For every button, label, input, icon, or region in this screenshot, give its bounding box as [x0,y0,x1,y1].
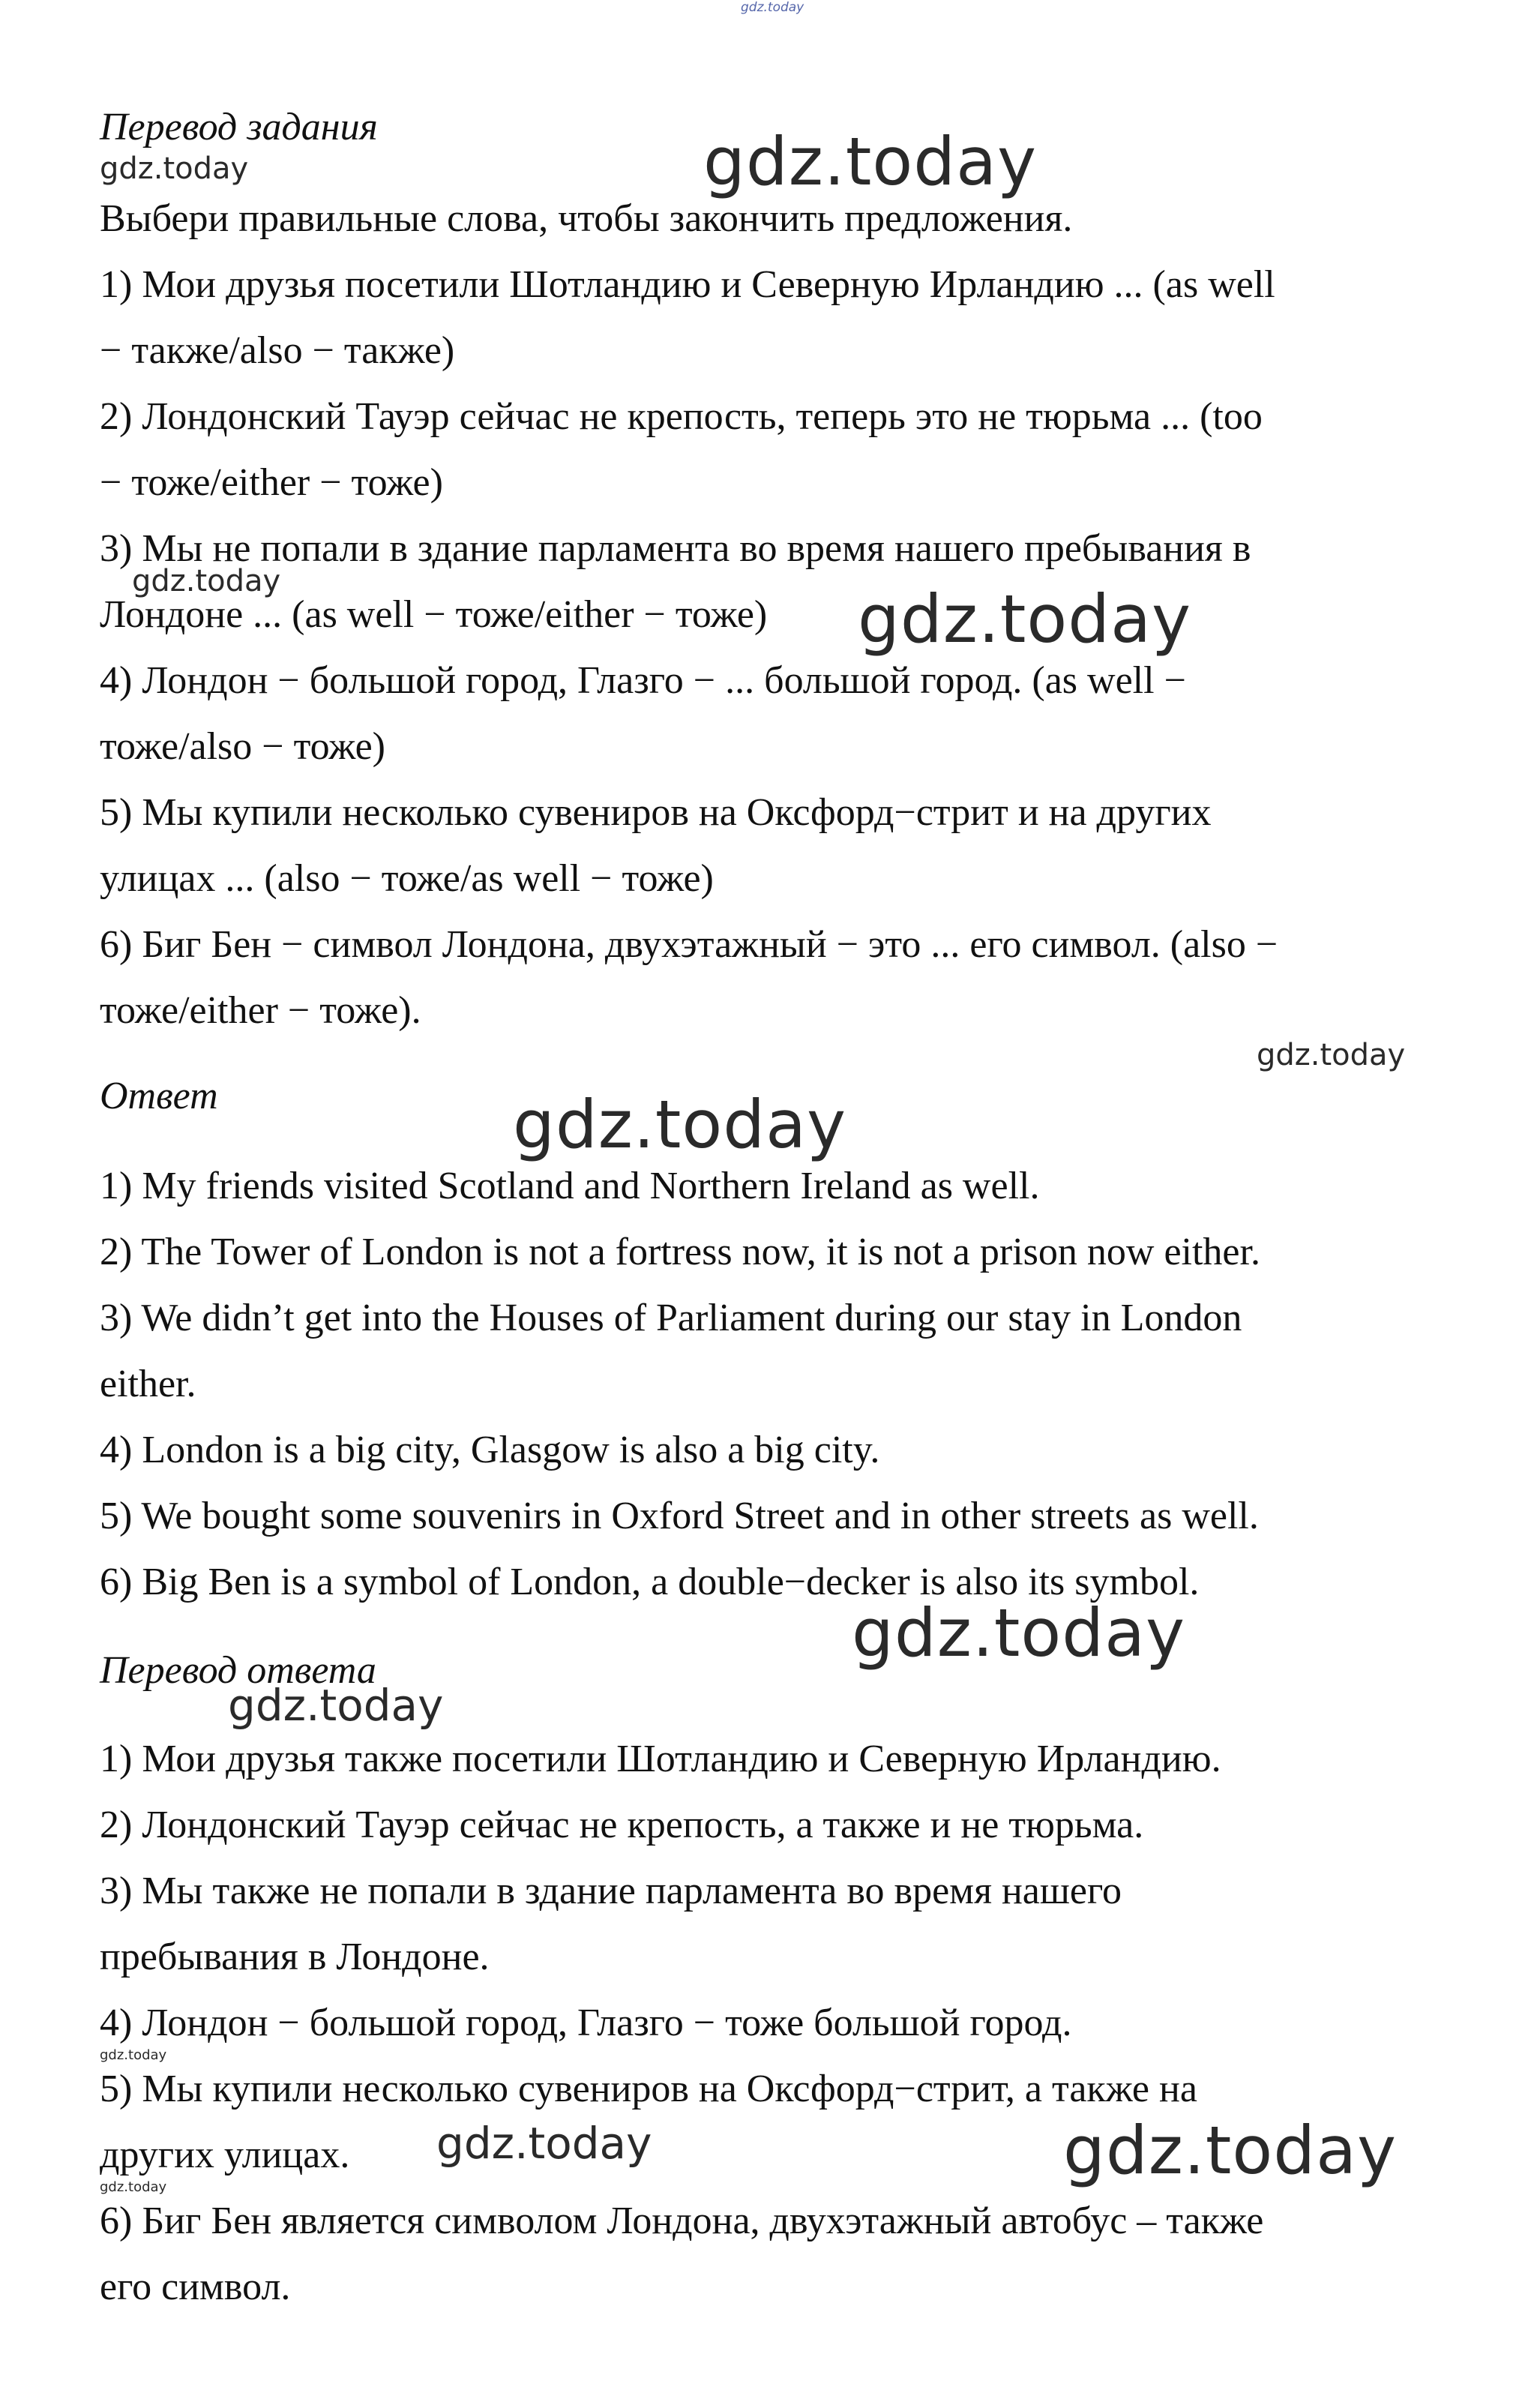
watermark: gdz.today [132,564,281,598]
translation-line: его символ. [100,2266,291,2308]
task-heading: Перевод задания [100,106,378,148]
answer-heading: Ответ [100,1075,218,1117]
task-instruction: Выбери правильные слова, чтобы закончить предложения. [100,197,1073,240]
translation-heading: Перевод ответа [100,1649,376,1692]
answer-line: 3) We didn’t get into the Houses of Parliament during our stay in London [100,1297,1242,1339]
task-body [100,186,1449,1044]
translation-line: 2) Лондонский Тауэр сейчас не крепость, а также и не тюрьма. [100,1804,1144,1846]
task-line: − тоже/either − тоже) [100,461,443,504]
watermark: gdz.today [858,580,1192,658]
task-line: тоже/either − тоже). [100,989,421,1032]
top-watermark: gdz.today [741,0,804,15]
translation-line: 5) Мы купили несколько сувениров на Оксфорд−стрит, а также на [100,2068,1197,2110]
watermark: gdz.today [1063,2112,1398,2189]
answer-line: 5) We bought some souvenirs in Oxford Street and in other streets as well. [100,1495,1259,1537]
task-line: 5) Мы купили несколько сувениров на Оксфорд−стрит и на других [100,791,1212,834]
watermark: gdz.today [100,2047,167,2063]
task-line: 3) Мы не попали в здание парламента во время нашего пребывания в [100,527,1251,570]
watermark: gdz.today [1257,1038,1406,1072]
task-line: − также/also − также) [100,329,455,372]
translation-line: пребывания в Лондоне. [100,1936,490,1978]
translation-line: других улицах. [100,2134,350,2176]
watermark: gdz.today [513,1086,847,1163]
task-line: Лондоне ... (as well − тоже/either − тоже) [100,593,768,636]
answer-line: 1) My friends visited Scotland and Northern Ireland as well. [100,1165,1040,1207]
task-line: 6) Биг Бен − символ Лондона, двухэтажный − это ... его символ. (also − [100,923,1278,966]
answer-line: 2) The Tower of London is not a fortress now, it is not a prison now either. [100,1231,1260,1273]
translation-line: 6) Биг Бен является символом Лондона, двухэтажный автобус – также [100,2200,1264,2242]
watermark: gdz.today [436,2118,652,2169]
task-line: улицах ... (also − тоже/as well − тоже) [100,857,714,900]
translation-line: 1) Мои друзья также посетили Шотландию и Северную Ирландию. [100,1738,1221,1780]
watermark: gdz.today [100,2179,167,2195]
watermark: gdz.today [228,1680,444,1731]
translation-line: 3) Мы также не попали в здание парламента во время нашего [100,1870,1122,1912]
answer-line: either. [100,1363,196,1405]
task-line: тоже/also − тоже) [100,725,385,768]
task-line: 4) Лондон − большой город, Глазго − ... большой город. (as well − [100,659,1186,702]
translation-body [100,1726,1449,2320]
answer-line: 6) Big Ben is a symbol of London, a double−decker is also its symbol. [100,1561,1200,1603]
watermark: gdz.today [703,123,1038,200]
watermark: gdz.today [852,1594,1186,1672]
answer-body [100,1153,1449,1615]
task-line: 2) Лондонский Тауэр сейчас не крепость, теперь это не тюрьма ... (too [100,395,1263,438]
answer-line: 4) London is a big city, Glasgow is also a big city. [100,1429,880,1471]
translation-line: 4) Лондон − большой город, Глазго − тоже большой город. [100,2002,1072,2044]
task-line: 1) Мои друзья посетили Шотландию и Северную Ирландию ... (as well [100,263,1275,306]
watermark: gdz.today [100,151,249,186]
